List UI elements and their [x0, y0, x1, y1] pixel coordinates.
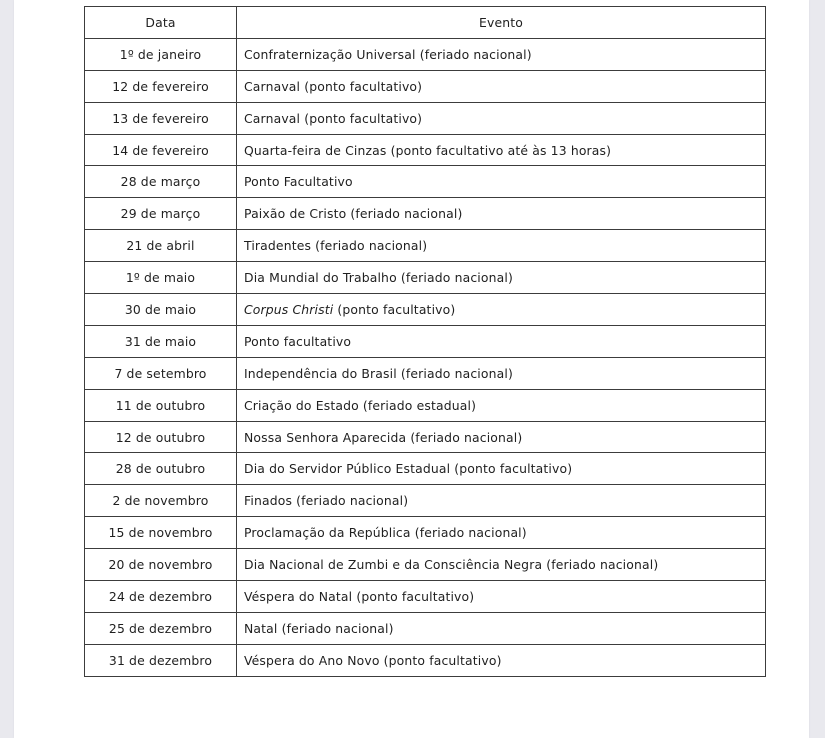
- table-row: [85, 102, 766, 134]
- table-row: [85, 294, 766, 326]
- event-cell: [237, 294, 766, 326]
- date-cell: 31 de maio: [85, 325, 237, 357]
- table-header-row: [85, 7, 766, 39]
- table-row: [85, 453, 766, 485]
- table-row: [85, 581, 766, 613]
- event-cell: Quarta-feira de Cinzas (ponto facultativo até às 13 horas): [237, 134, 766, 166]
- event-cell: Ponto facultativo: [237, 325, 766, 357]
- date-cell: 28 de outubro: [85, 453, 237, 485]
- date-cell: 25 de dezembro: [85, 612, 237, 644]
- table-row: [85, 357, 766, 389]
- event-cell: Proclamação da República (feriado nacional): [237, 517, 766, 549]
- table-row: [85, 325, 766, 357]
- date-cell: 29 de março: [85, 198, 237, 230]
- table-row: [85, 262, 766, 294]
- table-row: [85, 38, 766, 70]
- event-cell: Finados (feriado nacional): [237, 485, 766, 517]
- table-row: [85, 70, 766, 102]
- event-cell: Dia Mundial do Trabalho (feriado nacional): [237, 262, 766, 294]
- event-cell: Véspera do Natal (ponto facultativo): [237, 581, 766, 613]
- date-cell: 13 de fevereiro: [85, 102, 237, 134]
- date-cell: 7 de setembro: [85, 357, 237, 389]
- table-row: [85, 198, 766, 230]
- date-cell: 14 de fevereiro: [85, 134, 237, 166]
- date-column-header: Data: [85, 7, 237, 39]
- date-cell: 12 de outubro: [85, 421, 237, 453]
- event-rest-text: (ponto facultativo): [333, 301, 456, 317]
- table-row: [85, 230, 766, 262]
- date-cell: 1º de maio: [85, 262, 237, 294]
- date-cell: 21 de abril: [85, 230, 237, 262]
- document-page: [14, 0, 809, 738]
- event-cell: Nossa Senhora Aparecida (feriado nacional): [237, 421, 766, 453]
- event-column-header: Evento: [237, 7, 766, 39]
- table-row: [85, 166, 766, 198]
- event-cell: Independência do Brasil (feriado nacional): [237, 357, 766, 389]
- event-cell: Criação do Estado (feriado estadual): [237, 389, 766, 421]
- event-cell: Dia do Servidor Público Estadual (ponto facultativo): [237, 453, 766, 485]
- table-row: [85, 421, 766, 453]
- date-cell: 11 de outubro: [85, 389, 237, 421]
- holidays-table: [84, 6, 766, 677]
- table-row: [85, 485, 766, 517]
- date-cell: 12 de fevereiro: [85, 70, 237, 102]
- table-row: [85, 517, 766, 549]
- table-row: [85, 612, 766, 644]
- date-cell: 24 de dezembro: [85, 581, 237, 613]
- event-cell: Tiradentes (feriado nacional): [237, 230, 766, 262]
- event-cell: Paixão de Cristo (feriado nacional): [237, 198, 766, 230]
- table-row: [85, 134, 766, 166]
- table-row: [85, 549, 766, 581]
- event-cell: Natal (feriado nacional): [237, 612, 766, 644]
- event-cell: Confraternização Universal (feriado nacional): [237, 38, 766, 70]
- event-cell: Véspera do Ano Novo (ponto facultativo): [237, 644, 766, 676]
- date-cell: 15 de novembro: [85, 517, 237, 549]
- date-cell: 1º de janeiro: [85, 38, 237, 70]
- date-cell: 31 de dezembro: [85, 644, 237, 676]
- date-cell: 28 de março: [85, 166, 237, 198]
- event-cell: Ponto Facultativo: [237, 166, 766, 198]
- date-cell: 2 de novembro: [85, 485, 237, 517]
- date-cell: 20 de novembro: [85, 549, 237, 581]
- event-cell: Carnaval (ponto facultativo): [237, 70, 766, 102]
- event-cell: Dia Nacional de Zumbi e da Consciência Negra (feriado nacional): [237, 549, 766, 581]
- table-row: [85, 389, 766, 421]
- table-row: [85, 644, 766, 676]
- event-italic-text: Corpus Christi: [244, 301, 334, 317]
- event-cell: Carnaval (ponto facultativo): [237, 102, 766, 134]
- date-cell: 30 de maio: [85, 294, 237, 326]
